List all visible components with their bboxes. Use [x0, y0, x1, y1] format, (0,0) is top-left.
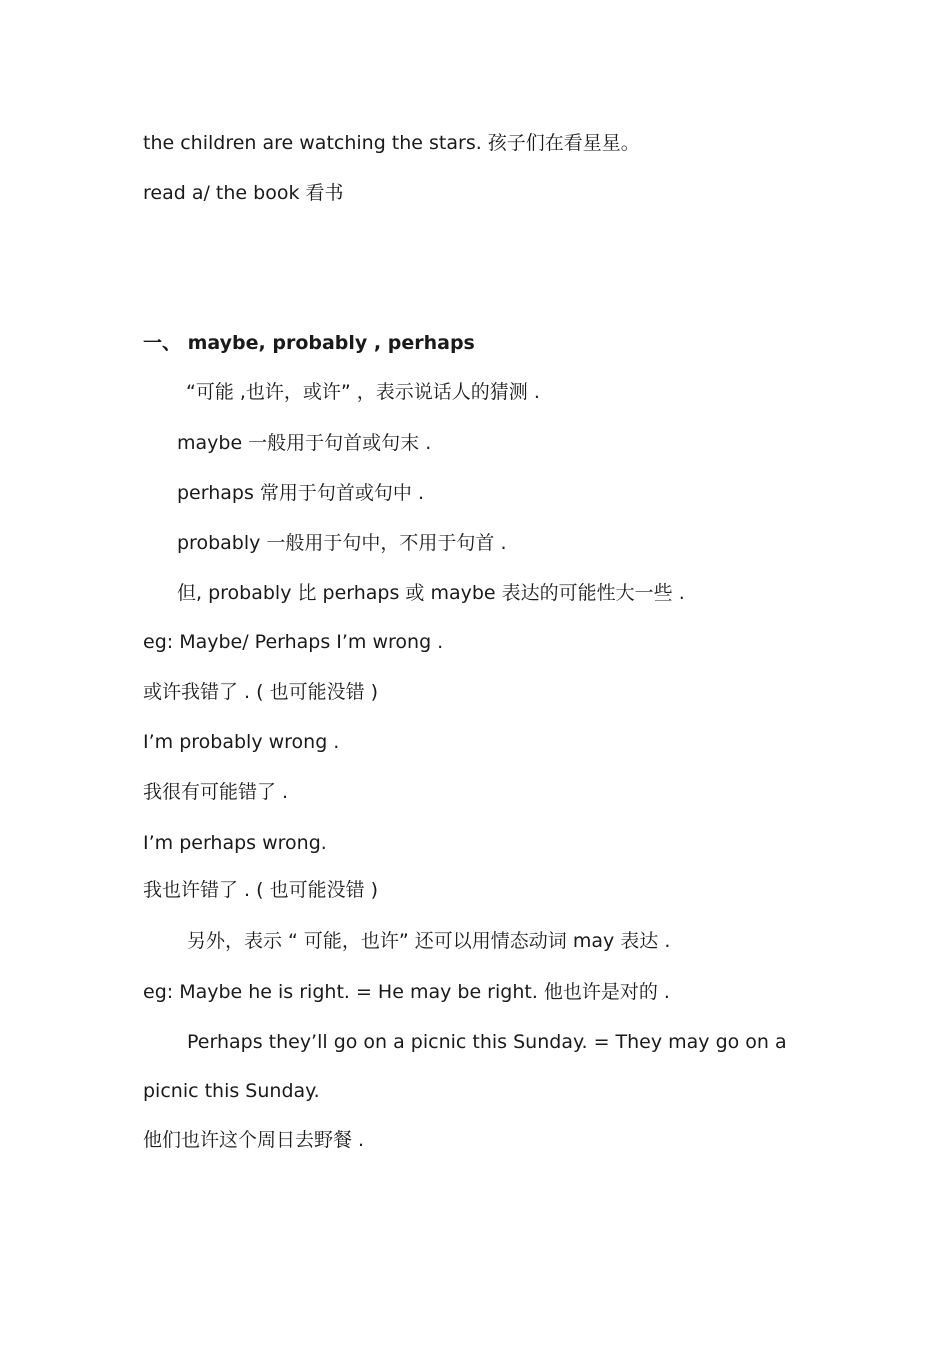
text-line-probably-usage: probably 一般用于句中，不用于句首 . [177, 532, 507, 554]
translation-line-5: 他们也许这个周日去野餐 . [143, 1129, 365, 1151]
text-line-meaning: “可能 ,也许，或许” ，表示说话人的猜测 . [186, 381, 540, 403]
text-line-perhaps-usage: perhaps 常用于句首或句中 . [177, 482, 424, 504]
text-line-may-note: 另外，表示 “ 可能，也许” 还可以用情态动词 may 表达 . [187, 930, 671, 952]
example-line-5: Perhaps they’ll go on a picnic this Sunday. = They may go on a [187, 1031, 787, 1053]
section-heading: 一、 maybe, probably , perhaps [143, 332, 475, 354]
example-line-2: I’m probably wrong . [143, 731, 340, 753]
text-line-read-book: read a/ the book 看书 [143, 182, 344, 204]
text-line-maybe-usage: maybe 一般用于句首或句末 . [177, 432, 432, 454]
translation-line-3: 我也许错了 . ( 也可能没错 ) [143, 879, 379, 901]
text-line-probability-note: 但, probably 比 perhaps 或 maybe 表达的可能性大一些 . [177, 582, 685, 604]
translation-line-1: 或许我错了 . ( 也可能没错 ) [143, 681, 379, 703]
example-line-1: eg: Maybe/ Perhaps I’m wrong . [143, 631, 444, 653]
example-line-3: I’m perhaps wrong. [143, 832, 327, 854]
translation-line-2: 我很有可能错了 . [143, 781, 289, 803]
example-line-5-continued: picnic this Sunday. [143, 1080, 320, 1102]
example-line-4: eg: Maybe he is right. = He may be right. 他也许是对的 . [143, 981, 670, 1003]
text-line-children-stars: the children are watching the stars. 孩子们在看星星。 [143, 132, 640, 154]
